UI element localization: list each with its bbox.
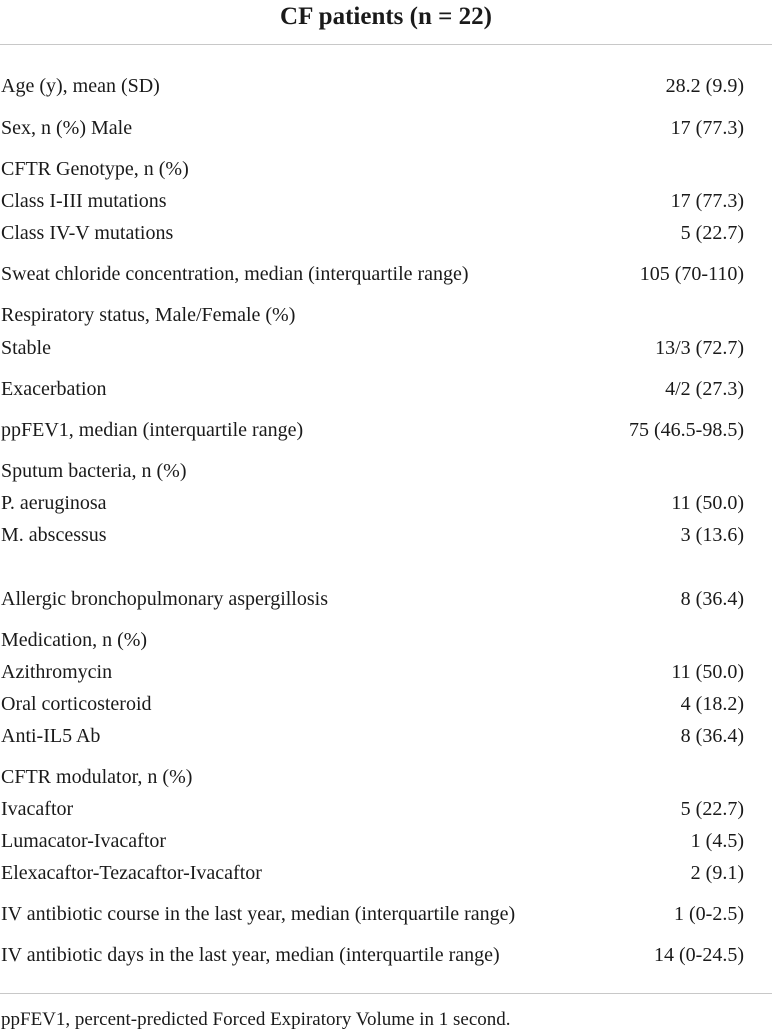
row-value: 11 (50.0) — [671, 661, 744, 683]
row-label: M. abscessus — [1, 524, 107, 546]
row-label: Sweat chloride concentration, median (interquartile range) — [1, 263, 469, 285]
row-label: IV antibiotic course in the last year, median (interquartile range) — [1, 903, 516, 925]
row-label: Azithromycin — [1, 661, 113, 683]
row-label: Ivacaftor — [1, 798, 74, 820]
row-label: CFTR modulator, n (%) — [1, 766, 193, 788]
row-value: 8 (36.4) — [680, 725, 744, 747]
row-value: 1 (0-2.5) — [674, 903, 744, 925]
table-title: CF patients (n = 22) — [280, 3, 492, 30]
row-value: 17 (77.3) — [670, 117, 744, 139]
row-label: CFTR Genotype, n (%) — [1, 158, 189, 180]
row-label: Stable — [1, 337, 51, 359]
table-footnote: ppFEV1, percent-predicted Forced Expiratory Volume in 1 second. — [1, 1009, 511, 1030]
row-label: Elexacaftor-Tezacaftor-Ivacaftor — [1, 862, 262, 884]
row-value: 4 (18.2) — [680, 693, 744, 715]
row-value: 5 (22.7) — [680, 222, 744, 244]
row-label: Lumacator-Ivacaftor — [1, 830, 167, 852]
row-label: Anti-IL5 Ab — [1, 725, 101, 747]
row-value: 1 (4.5) — [690, 830, 744, 852]
header-rule — [0, 44, 772, 45]
row-value: 105 (70-110) — [639, 263, 744, 285]
row-label: IV antibiotic days in the last year, median (interquartile range) — [1, 944, 500, 966]
row-label: P. aeruginosa — [1, 492, 107, 514]
row-label: Sex, n (%) Male — [1, 117, 133, 139]
row-label: Medication, n (%) — [1, 629, 148, 651]
row-label: Sputum bacteria, n (%) — [1, 460, 187, 482]
row-label: Class IV-V mutations — [1, 222, 174, 244]
row-value: 3 (13.6) — [680, 524, 744, 546]
row-label: Allergic bronchopulmonary aspergillosis — [1, 588, 328, 610]
row-label: ppFEV1, median (interquartile range) — [1, 419, 304, 441]
row-value: 8 (36.4) — [680, 588, 744, 610]
row-value: 11 (50.0) — [671, 492, 744, 514]
row-value: 14 (0-24.5) — [654, 944, 744, 966]
row-label: Age (y), mean (SD) — [1, 75, 160, 97]
row-value: 75 (46.5-98.5) — [629, 419, 744, 441]
row-label: Respiratory status, Male/Female (%) — [1, 304, 296, 326]
footer-rule — [0, 993, 772, 994]
row-value: 5 (22.7) — [680, 798, 744, 820]
row-value: 17 (77.3) — [670, 190, 744, 212]
row-value: 28.2 (9.9) — [665, 75, 744, 97]
row-value: 13/3 (72.7) — [655, 337, 744, 359]
row-label: Exacerbation — [1, 378, 107, 400]
row-label: Oral corticosteroid — [1, 693, 152, 715]
row-value: 2 (9.1) — [690, 862, 744, 884]
row-value: 4/2 (27.3) — [665, 378, 744, 400]
row-label: Class I-III mutations — [1, 190, 167, 212]
